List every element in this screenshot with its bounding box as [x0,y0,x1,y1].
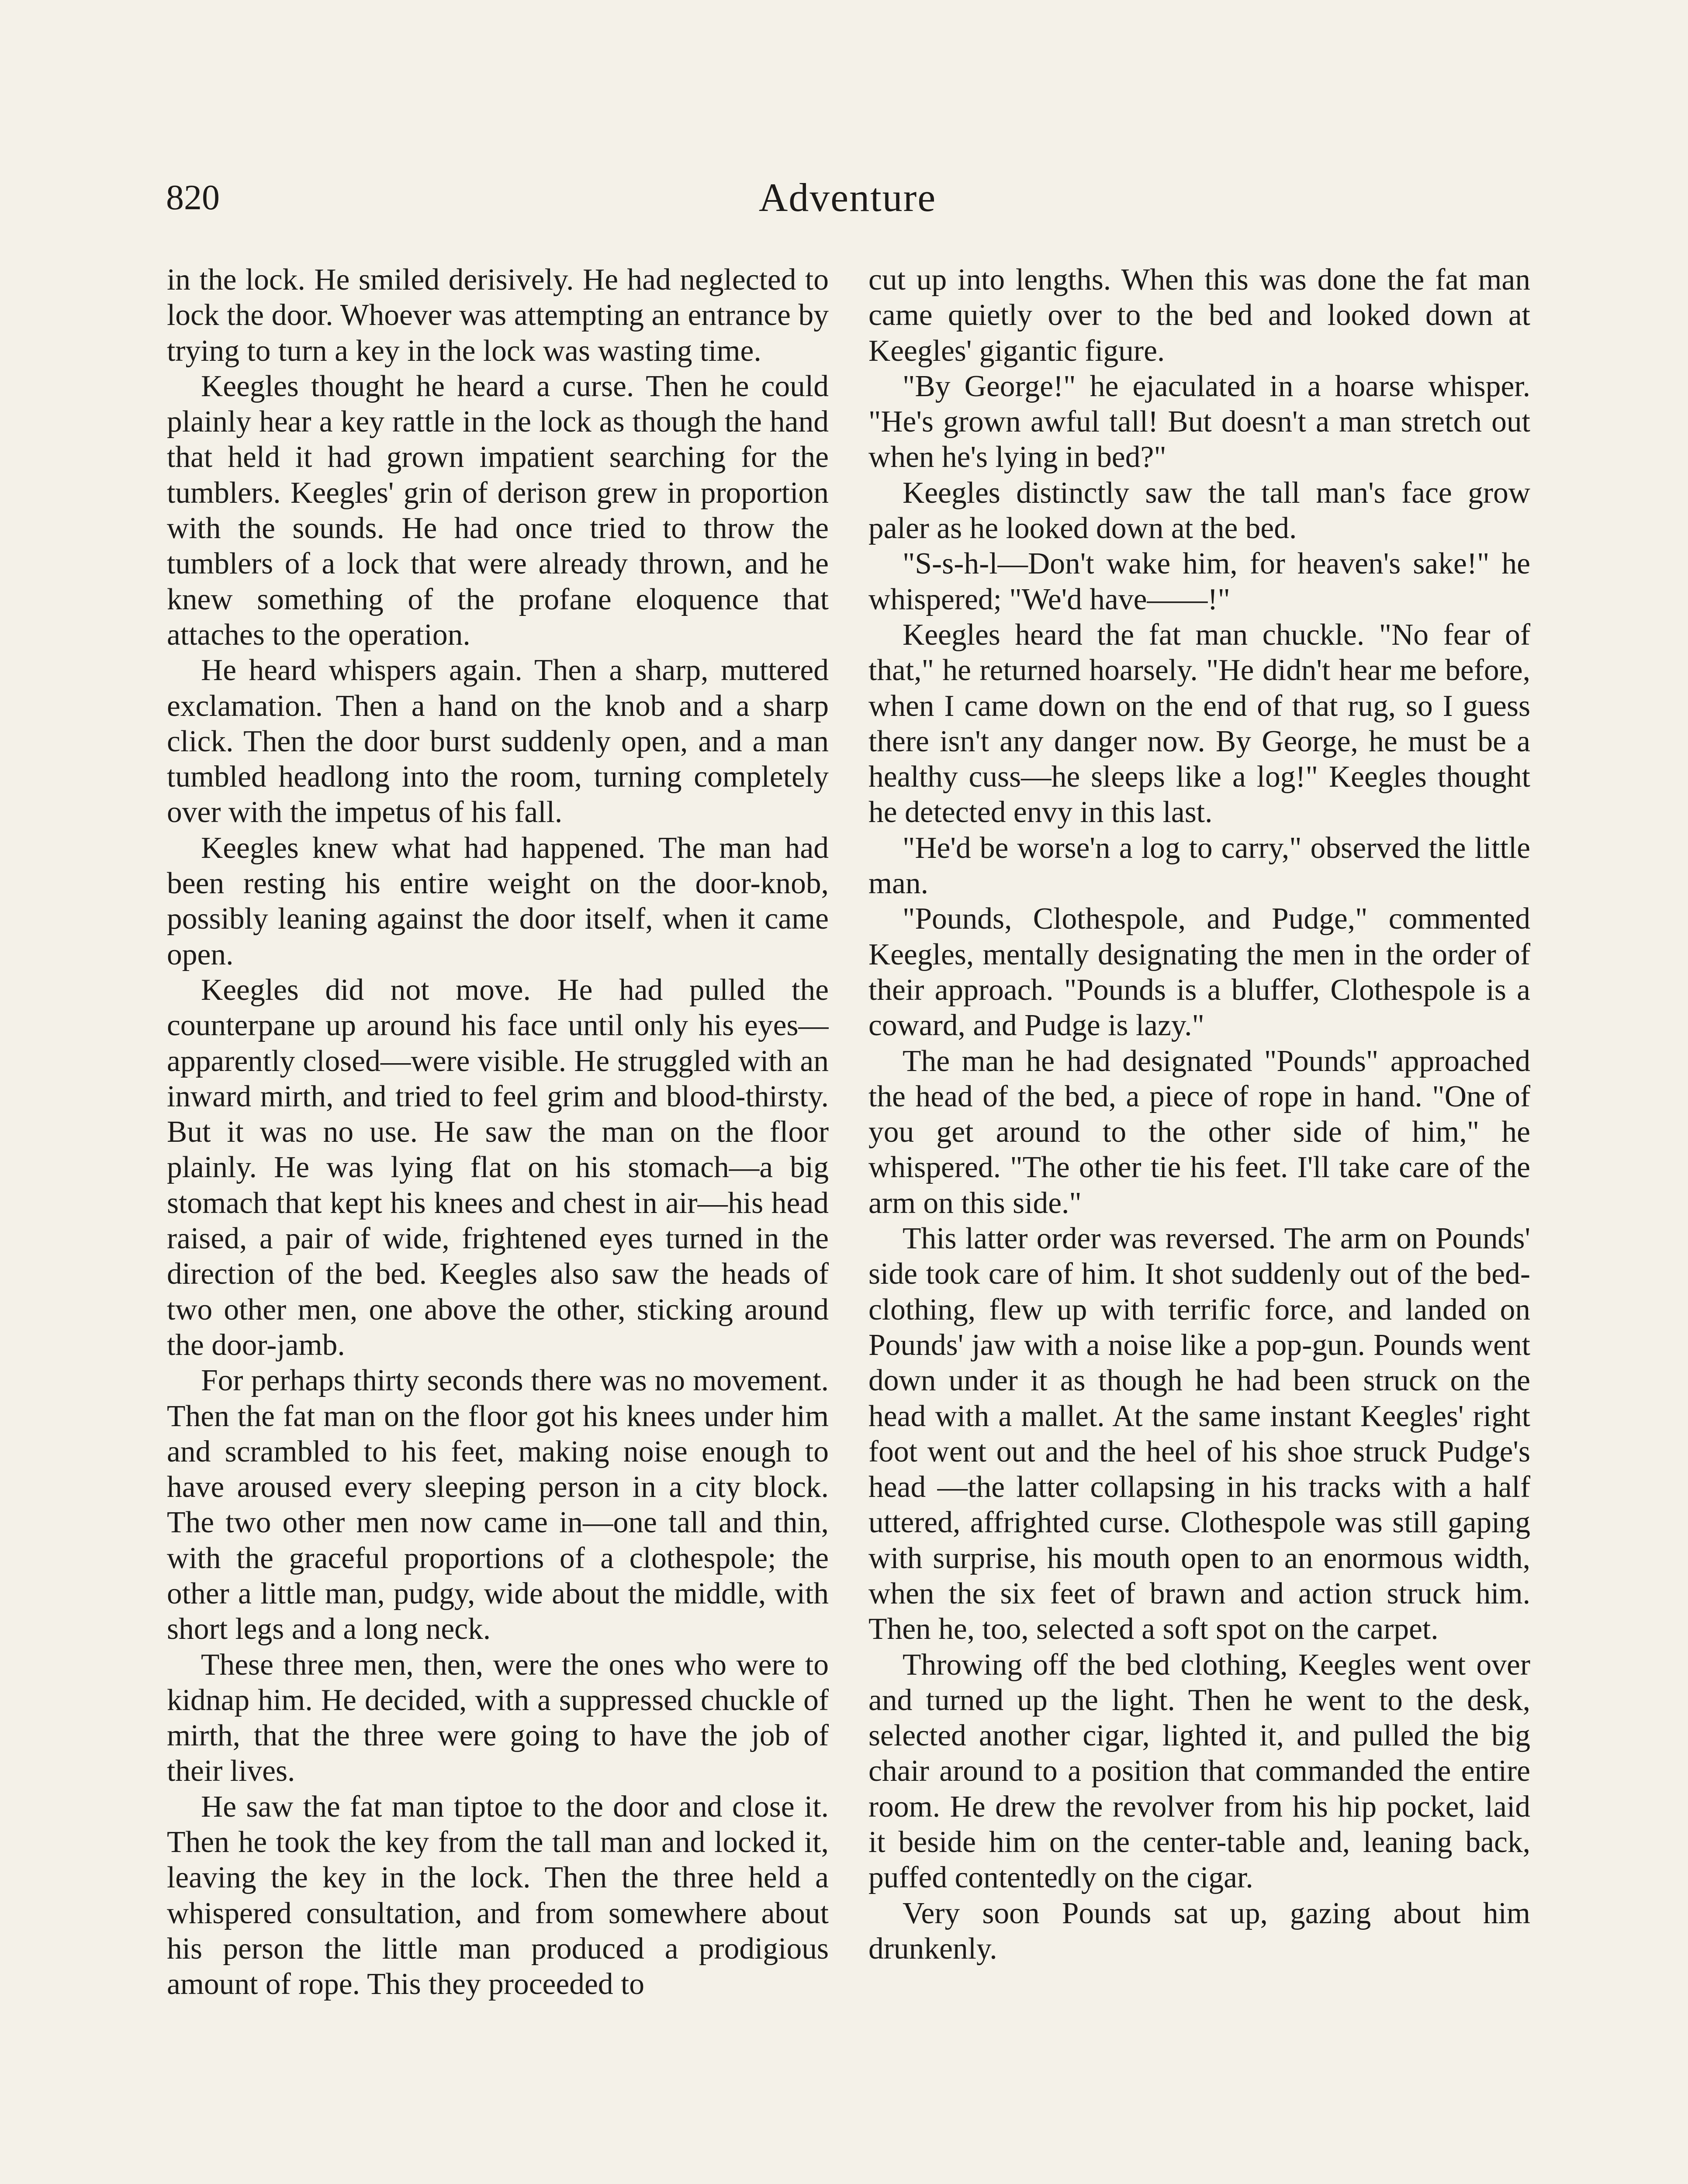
right-column [868,262,1530,2184]
running-head: Adventure [758,175,937,220]
paragraph: Keegles distinctly saw the tall man's face grow paler as he looked down at the bed. [868,476,1530,546]
paragraph: "Pounds, Clothespole, and Pudge," commented Keegles, mentally designating the men in the order of their approach. "Pounds is a bluffer, Clothespole is a coward, and Pudge is lazy." [868,902,1530,1043]
page-header [166,171,1529,232]
paragraph: Throwing off the bed clothing, Keegles went over and turned up the light. Then he went to the desk, selected another cigar, lighted it, and pulled the big chair around to a position that commanded the entire room. He drew the revolver from his hip pocket, laid it beside him on the center-table and, leaning back, puffed contentedly on the cigar. [868,1648,1530,1895]
paragraph: For perhaps thirty seconds there was no movement. Then the fat man on the floor got his knees under him and scrambled to his feet, making noise enough to have aroused every sleeping person in a city block. The two other men now came in—one tall and thin, with the graceful proportions of a clothespole; the other a little man, pudgy, wide about the middle, with short legs and a long neck. [167,1364,829,1646]
paragraph: Keegles did not move. He had pulled the counterpane up around his face until only his eyes—apparently closed—were visible. He struggled with an inward mirth, and tried to feel grim and blood-thirsty. But it was no use. He saw the man on the floor plainly. He was lying flat on his stomach—a big stomach that kept his knees and chest in air—his head raised, a pair of wide, frightened eyes turned in the direction of the bed. Keegles also saw the heads of two other men, one above the other, sticking around the door-jamb. [167,973,829,1362]
paragraph: "S-s-h-l—Don't wake him, for heaven's sake!" he whispered; "We'd have——!" [868,547,1530,616]
paragraph: Very soon Pounds sat up, gazing about him drunkenly. [868,1896,1530,1966]
paragraph: Keegles knew what had happened. The man had been resting his entire weight on the door-knob, possibly leaning against the door itself, when it came open. [167,831,829,971]
paragraph: cut up into lengths. When this was done the fat man came quietly over to the bed and looked down at Keegles' gigantic figure. [868,263,1530,368]
paragraph: This latter order was reversed. The arm on Pounds' side took care of him. It shot suddenly out of the bed-clothing, flew up with terrific force, and landed on Pounds' jaw with a noise like a pop-gun. Pounds went down under it as though he had been struck on the head with a mallet. At the same instant Keegles' right foot went out and the heel of his shoe struck Pudge's head —the latter collapsing in his tracks with a half uttered, affrighted curse. Clothespole was still gaping with surprise, his mouth open to an enormous width, when the six feet of brawn and action struck him. Then he, too, selected a soft spot on the carpet. [868,1222,1530,1646]
paragraph: Keegles thought he heard a curse. Then he could plainly hear a key rattle in the lock as though the hand that held it had grown impatient searching for the tumblers. Keegles' grin of derison grew in proportion with the sounds. He had once tried to throw the tumblers of a lock that were already thrown, and he knew something of the profane eloquence that attaches to the operation. [167,369,829,652]
paragraph: These three men, then, were the ones who were to kidnap him. He decided, with a suppressed chuckle of mirth, that the three were going to have the job of their lives. [167,1648,829,1788]
page-number: 820 [166,177,220,217]
left-column [167,262,829,2184]
paragraph: Keegles heard the fat man chuckle. "No fear of that," he returned hoarsely. "He didn't hear me before, when I came down on the end of that rug, so I guess there isn't any danger now. By George, he must be a healthy cuss—he sleeps like a log!" Keegles thought he detected envy in this last. [868,618,1530,829]
paragraph: The man he had designated "Pounds" approached the head of the bed, a piece of rope in hand. "One of you get around to the other side of him," he whispered. "The other tie his feet. I'll take care of the arm on this side." [868,1044,1530,1220]
paragraph: "By George!" he ejaculated in a hoarse whisper. "He's grown awful tall! But doesn't a man stretch out when he's lying in bed?" [868,369,1530,474]
paragraph: "He'd be worse'n a log to carry," observed the little man. [868,831,1530,901]
paragraph: He saw the fat man tiptoe to the door and close it. Then he took the key from the tall man and locked it, leaving the key in the lock. Then the three held a whispered consultation, and from somewhere about his person the little man produced a prodigious amount of rope. This they proceeded to [167,1790,829,2001]
paragraph: in the lock. He smiled derisively. He had neglected to lock the door. Whoever was attempting an entrance by trying to turn a key in the lock was wasting time. [167,263,829,368]
paragraph: He heard whispers again. Then a sharp, muttered exclamation. Then a hand on the knob and a sharp click. Then the door burst suddenly open, and a man tumbled headlong into the room, turning completely over with the impetus of his fall. [167,653,829,829]
